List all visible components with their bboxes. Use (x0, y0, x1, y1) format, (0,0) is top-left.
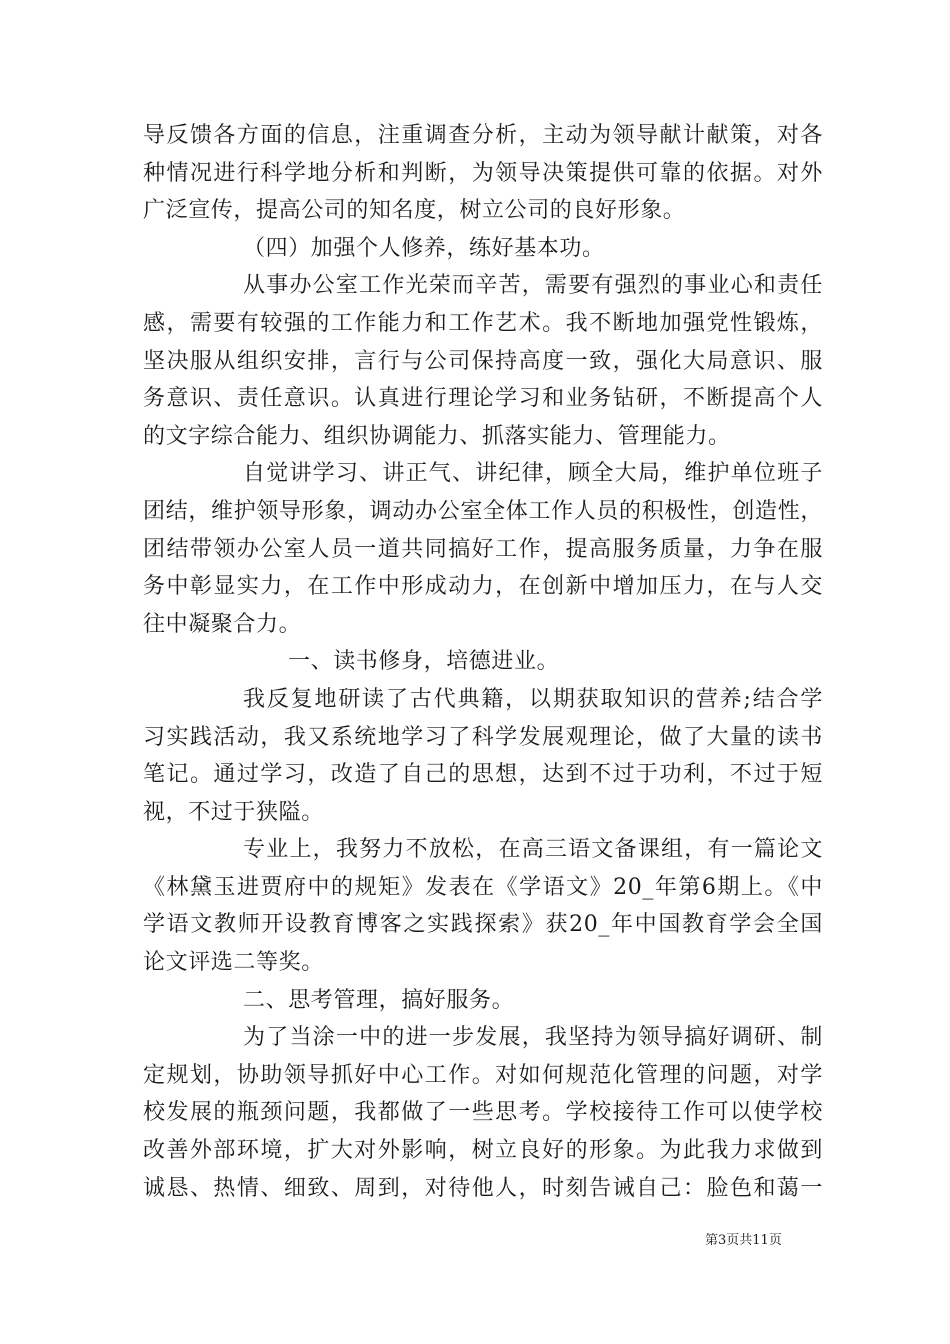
text-line: 习实践活动，我又系统地学习了科学发展观理论，做了大量的读书 (143, 724, 823, 750)
section-heading: 二、思考管理，搞好服务。 (243, 987, 515, 1013)
text-line: 从事办公室工作光荣而辛苦，需要有强烈的事业心和责任 (243, 273, 823, 299)
text-line: 导反馈各方面的信息，注重调查分析，主动为领导献计献策，对各 (143, 123, 823, 148)
text-line: 往中凝聚合力。 (143, 611, 302, 637)
text-line: 务意识、责任意识。认真进行理论学习和业务钻研，不断提高个人 (143, 386, 823, 412)
text-line: 改善外部环境，扩大对外影响，树立良好的形象。为此我力求做到 (143, 1138, 823, 1164)
text-line: 校发展的瓶颈问题，我都做了一些思考。学校接待工作可以使学校 (143, 1100, 823, 1126)
text-line: 诚恳、热情、细致、周到，对待他人，时刻告诫自己：脸色和蔼一 (143, 1175, 823, 1201)
text-line: 务中彰显实力，在工作中形成动力，在创新中增加压力，在与人交 (143, 574, 823, 600)
text-line: 笔记。通过学习，改造了自己的思想，达到不过于功利，不过于短 (143, 762, 823, 788)
text-line: 学语文教师开设教育博客之实践探索》获20_年中国教育学会全国 (143, 912, 823, 938)
section-heading: 一、读书修身，培德进业。 (288, 649, 560, 675)
text-line: 专业上，我努力不放松，在高三语文备课组，有一篇论文 (243, 837, 823, 863)
text-line: 为了当涂一中的进一步发展，我坚持为领导搞好调研、制 (243, 1025, 823, 1051)
text-line: 感，需要有较强的工作能力和工作艺术。我不断地加强党性锻炼， (143, 310, 823, 336)
text-line: 的文字综合能力、组织协调能力、抓落实能力、管理能力。 (143, 423, 731, 449)
document-body (143, 117, 823, 1207)
text-line: 坚决服从组织安排，言行与公司保持高度一致，强化大局意识、服 (143, 348, 823, 374)
text-line: 种情况进行科学地分析和判断，为领导决策提供可靠的依据。对外 (143, 160, 823, 186)
text-line: 自觉讲学习、讲正气、讲纪律，顾全大局，维护单位班子 (243, 461, 823, 487)
text-line: 团结，维护领导形象，调动办公室全体工作人员的积极性，创造性， (143, 498, 823, 524)
text-line: 团结带领办公室人员一道共同搞好工作，提高服务质量，力争在服 (143, 536, 823, 562)
page-number: 第3页共11页 (705, 1233, 782, 1248)
text-line: 《林黛玉进贾府中的规矩》发表在《学语文》20_年第6期上。《中 (143, 874, 823, 900)
text-line: 我反复地研读了古代典籍，以期获取知识的营养;结合学 (243, 686, 823, 712)
text-line: 视，不过于狭隘。 (143, 799, 324, 825)
text-line: 广泛宣传，提高公司的知名度，树立公司的良好形象。 (143, 198, 686, 224)
text-line: 论文评选二等奖。 (143, 950, 324, 976)
section-heading: （四）加强个人修养，练好基本功。 (243, 235, 605, 261)
text-line: 定规划，协助领导抓好中心工作。对如何规范化管理的问题，对学 (143, 1062, 823, 1088)
